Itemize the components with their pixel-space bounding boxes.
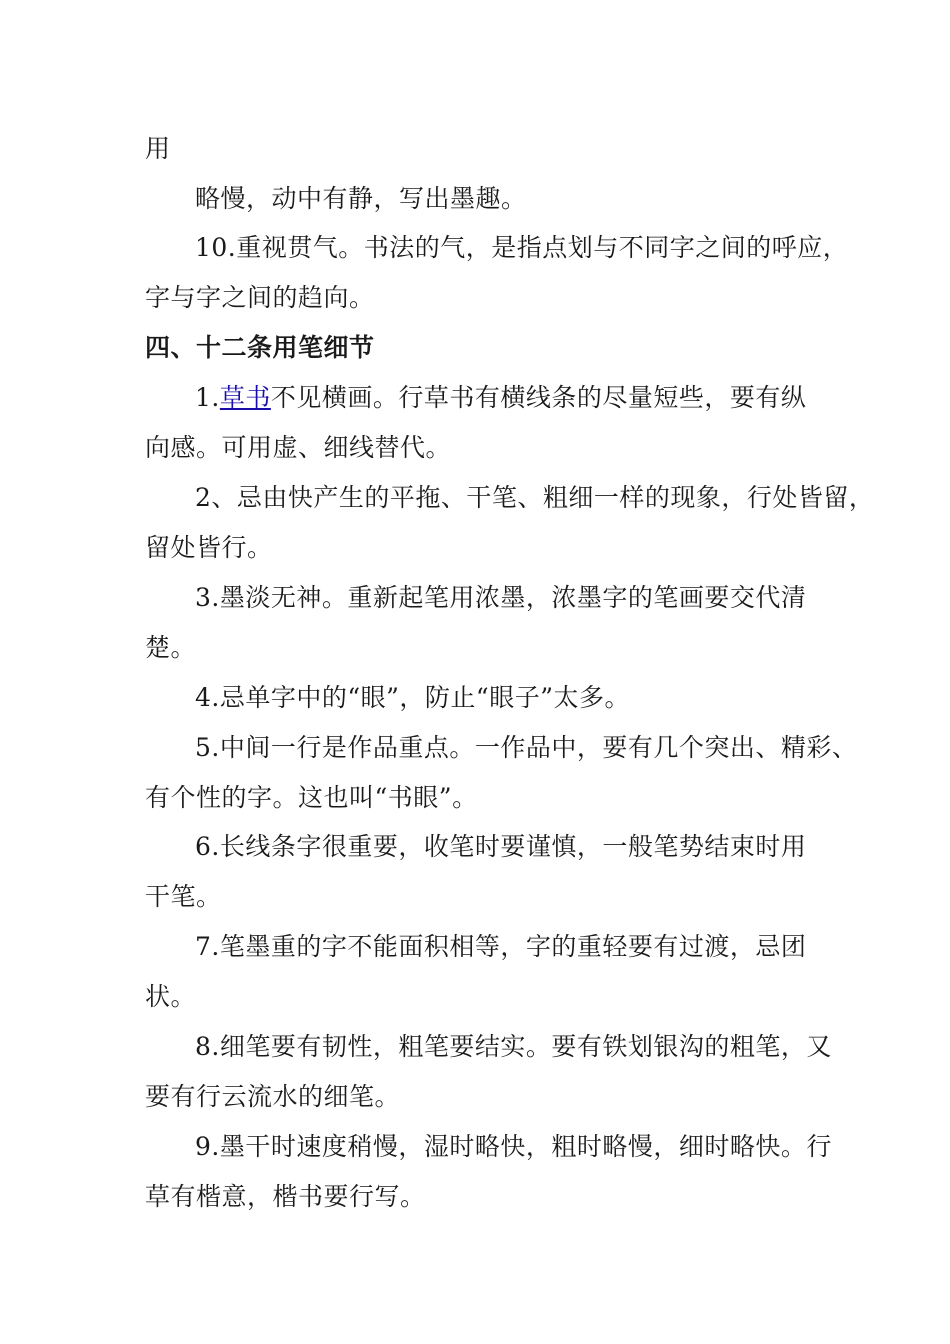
section-heading: 四、十二条用笔细节 (145, 333, 375, 362)
text-line: 字与字之间的趋向。 (145, 283, 375, 312)
text-line: 7.笔墨重的字不能面积相等，字的重轻要有过渡，忌团 (195, 932, 807, 961)
text-line: 干笔。 (145, 882, 222, 911)
text-line: 4.忌单字中的“眼”，防止“眼子”太多。 (195, 683, 630, 712)
text-line: 5.中间一行是作品重点。一作品中，要有几个突出、精彩、 (195, 733, 858, 762)
text-line: 用 (145, 134, 171, 163)
text-line: 6.长线条字很重要，收笔时要谨慎，一般笔势结束时用 (195, 832, 807, 861)
text-line: 3.墨淡无神。重新起笔用浓墨，浓墨字的笔画要交代清 (195, 583, 807, 612)
text-line: 状。 (145, 982, 197, 1011)
text-line: 草有楷意，楷书要行写。 (145, 1182, 426, 1211)
text-line (195, 383, 815, 413)
text-line: 留处皆行。 (145, 533, 273, 562)
text-line: 向感。可用虚、细线替代。 (145, 433, 452, 462)
text-line: 2、忌由快产生的平拖、干笔、粗细一样的现象，行处皆留， (195, 483, 875, 512)
text-line: 要有行云流水的细笔。 (145, 1082, 401, 1111)
text-segment: 不见横画。行草书有横线条的尽量短些，要有纵 (270, 383, 807, 412)
text-line: 9.墨干时速度稍慢，湿时略快，粗时略慢，细时略快。行 (195, 1132, 832, 1161)
caoshu-link[interactable]: 草书 (219, 383, 271, 412)
text-line: 8.细笔要有韧性，粗笔要结实。要有铁划银沟的粗笔，又 (195, 1032, 832, 1061)
text-line: 略慢，动中有静，写出墨趣。 (195, 184, 527, 213)
item-number: 1. (195, 383, 220, 412)
text-line: 10.重视贯气。书法的气，是指点划与不同字之间的呼应， (195, 233, 849, 262)
text-line: 楚。 (145, 633, 197, 662)
text-line: 有个性的字。这也叫“书眼”。 (145, 783, 478, 812)
